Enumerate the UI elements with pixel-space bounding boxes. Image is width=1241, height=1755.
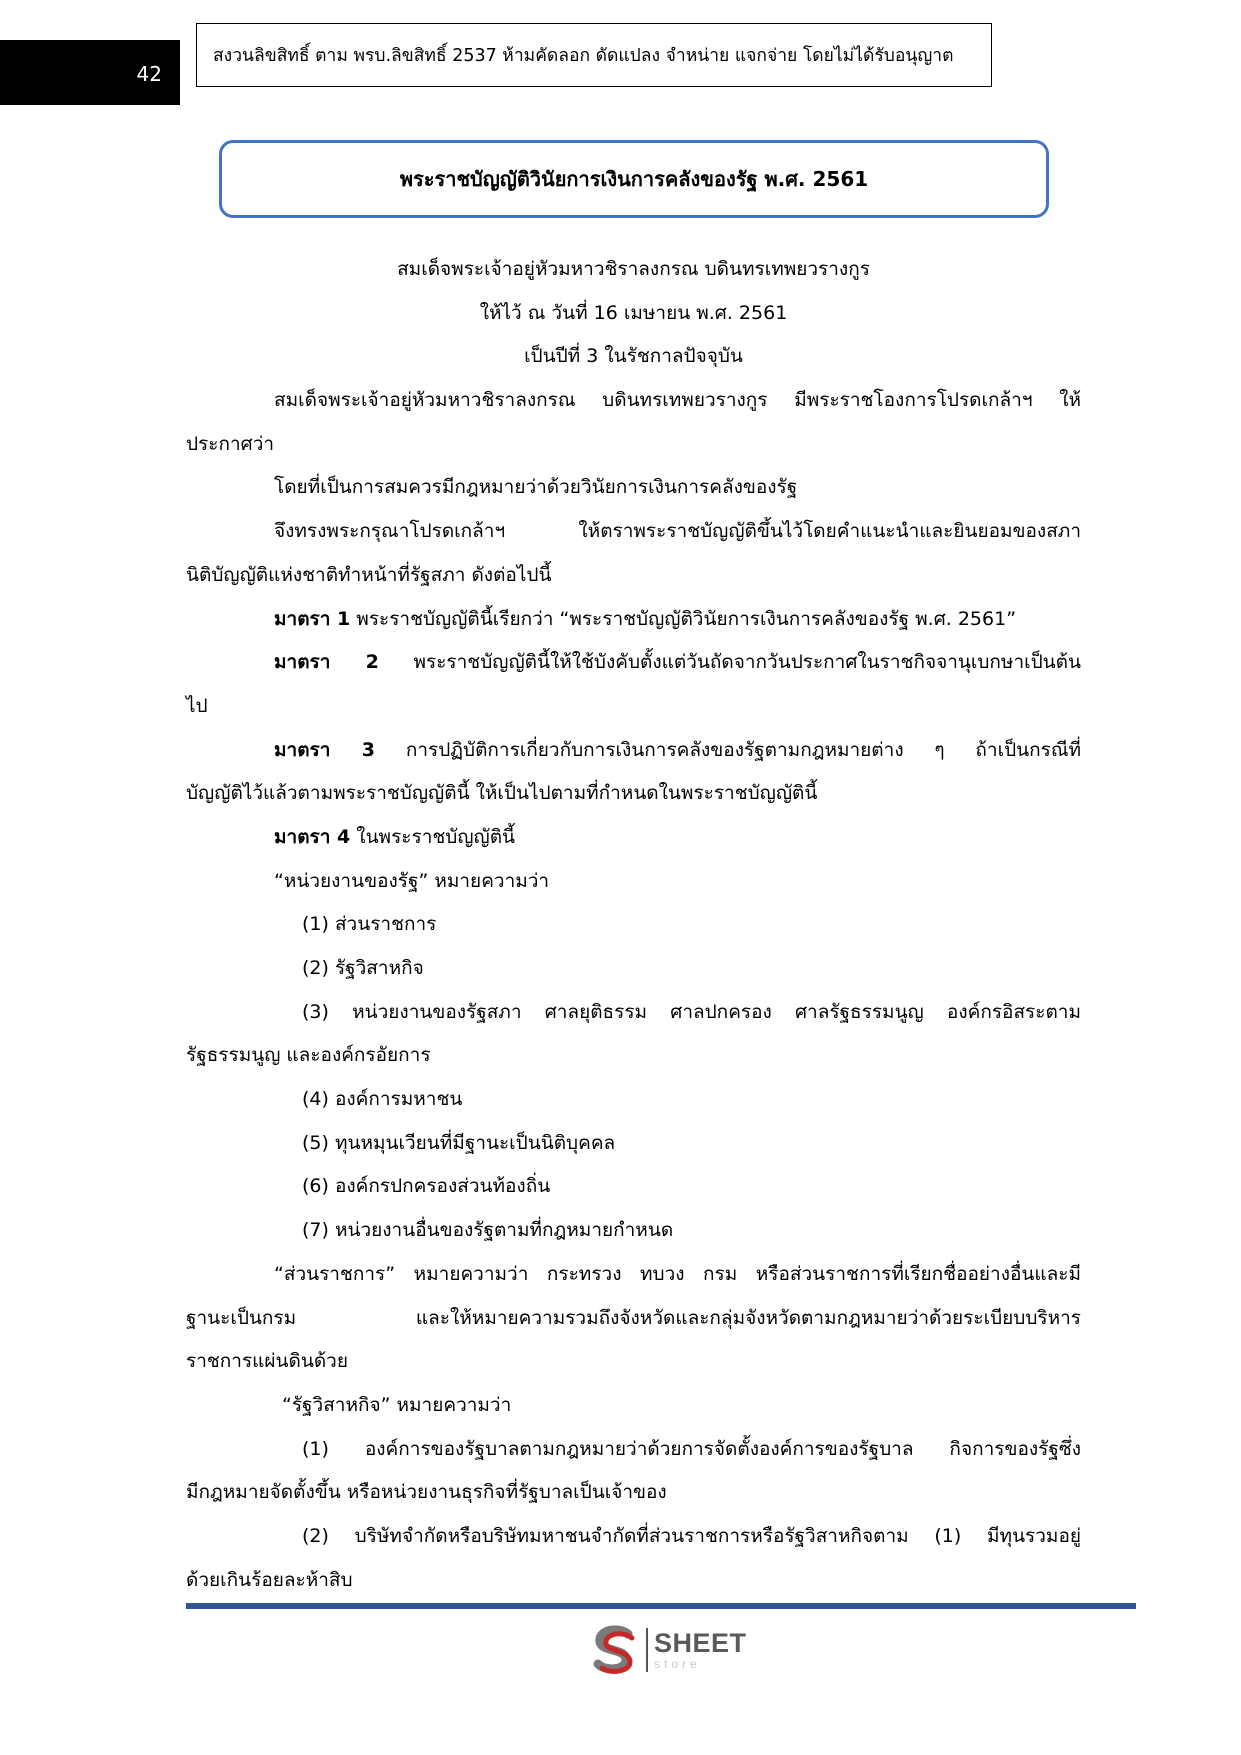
paragraph-proclamation-cont: ประกาศว่า xyxy=(186,432,275,455)
preamble-date: ให้ไว้ ณ วันที่ 16 เมษายน พ.ศ. 2561 xyxy=(479,301,788,324)
logo-text xyxy=(654,1630,747,1670)
sheet-store-logo-icon xyxy=(588,1624,640,1676)
definition-item: (7) หน่วยงานอื่นของรัฐตามที่กฎหมายกำหนด xyxy=(302,1219,674,1242)
paragraph-enactment-cont: นิติบัญญัติแห่งชาติทำหน้าที่รัฐสภา ดังต่อไปนี้ xyxy=(186,563,552,586)
paragraph-proclamation: สมเด็จพระเจ้าอยู่หัวมหาวชิราลงกรณ บดินทรเทพยวรางกูร มีพระราชโองการโปรดเกล้าฯ ให้ xyxy=(274,389,1081,412)
section-2-text: พระราชบัญญัตินี้ให้ใช้บังคับตั้งแต่วันถัดจากวันประกาศในราชกิจจานุเบกษาเป็นต้น xyxy=(378,651,1081,674)
section-1-label: มาตรา 1 xyxy=(274,607,351,630)
definition-item: (5) ทุนหมุนเวียนที่มีฐานะเป็นนิติบุคคล xyxy=(302,1131,616,1154)
definition-state-agency: “หน่วยงานของรัฐ” หมายความว่า xyxy=(274,869,550,892)
section-2-cont: ไป xyxy=(186,694,208,717)
logo-divider xyxy=(646,1628,648,1672)
section-3-text: การปฏิบัติการเกี่ยวกับการเงินการคลังของรัฐตามกฎหมายต่าง ๆ ถ้าเป็นกรณีที่ xyxy=(375,738,1081,761)
section-2 xyxy=(186,641,1081,685)
definition-item: (1) ส่วนราชการ xyxy=(302,913,437,936)
definition-item: (4) องค์การมหาชน xyxy=(302,1088,463,1111)
section-1 xyxy=(186,598,1081,642)
definition-item-cont: ด้วยเกินร้อยละห้าสิบ xyxy=(186,1568,353,1591)
document-title: พระราชบัญญัติวินัยการเงินการคลังของรัฐ พ.ศ. 2561 xyxy=(219,140,1049,218)
definition-government-agency: “ส่วนราชการ” หมายความว่า กระทรวง ทบวง กรม หรือส่วนราชการที่เรียกชื่ออย่างอื่นและมี xyxy=(274,1262,1081,1285)
definition-item: (3) หน่วยงานของรัฐสภา ศาลยุติธรรม ศาลปกครอง ศาลรัฐธรรมนูญ องค์กรอิสระตาม xyxy=(302,1000,1081,1023)
sheet-store-logo xyxy=(588,1622,758,1678)
copyright-notice: สงวนลิขสิทธิ์ ตาม พรบ.ลิขสิทธิ์ 2537 ห้ามคัดลอก ดัดแปลง จำหน่าย แจกจ่าย โดยไม่ได้รับอนุญาต xyxy=(196,23,992,87)
preamble-reign: เป็นปีที่ 3 ในรัชกาลปัจจุบัน xyxy=(524,345,743,368)
section-3-label: มาตรา 3 xyxy=(274,738,376,761)
document-body xyxy=(186,248,1081,1602)
section-4-text: ในพระราชบัญญัตินี้ xyxy=(350,825,516,848)
section-3-cont: บัญญัติไว้แล้วตามพระราชบัญญัตินี้ ให้เป็นไปตามที่กำหนดในพระราชบัญญัตินี้ xyxy=(186,782,818,805)
section-2-label: มาตรา 2 xyxy=(274,651,379,674)
section-3 xyxy=(186,729,1081,773)
definition-item: (2) รัฐวิสาหกิจ xyxy=(302,957,424,979)
definition-item: (2) บริษัทจำกัดหรือบริษัทมหาชนจำกัดที่ส่วนราชการหรือรัฐวิสาหกิจตาม (1) มีทุนรวมอยู่ xyxy=(302,1524,1081,1547)
definition-government-agency-cont: ฐานะเป็นกรม และให้หมายความรวมถึงจังหวัดและกลุ่มจังหวัดตามกฎหมายว่าด้วยระเบียบบริหาร xyxy=(186,1306,1081,1329)
page-number-box xyxy=(0,40,180,105)
definition-item-cont: รัฐธรรมนูญ และองค์กรอัยการ xyxy=(186,1044,431,1067)
paragraph-enactment: จึงทรงพระกรุณาโปรดเกล้าฯ ให้ตราพระราชบัญญัติขึ้นไว้โดยคำแนะนำและยินยอมของสภา xyxy=(274,520,1081,543)
definition-item-cont: มีกฎหมายจัดตั้งขึ้น หรือหน่วยงานธุรกิจที่รัฐบาลเป็นเจ้าของ xyxy=(186,1481,667,1504)
logo-subtitle: store xyxy=(654,1657,701,1671)
definition-government-agency-cont: ราชการแผ่นดินด้วย xyxy=(186,1350,348,1373)
page-number: 42 xyxy=(136,62,162,86)
section-4-label: มาตรา 4 xyxy=(274,825,351,848)
definition-item: (1) องค์การของรัฐบาลตามกฎหมายว่าด้วยการจัดตั้งองค์การของรัฐบาล กิจการของรัฐซึ่ง xyxy=(302,1437,1081,1460)
preamble-king: สมเด็จพระเจ้าอยู่หัวมหาวชิราลงกรณ บดินทรเทพยวรางกูร xyxy=(397,258,870,280)
definition-state-enterprise: “รัฐวิสาหกิจ” หมายความว่า xyxy=(282,1393,512,1416)
footer-rule xyxy=(186,1603,1136,1609)
section-1-text: พระราชบัญญัตินี้เรียกว่า “พระราชบัญญัติวินัยการเงินการคลังของรัฐ พ.ศ. 2561” xyxy=(350,607,1017,630)
logo-word: SHEET xyxy=(654,1628,747,1658)
definition-item: (6) องค์กรปกครองส่วนท้องถิ่น xyxy=(302,1175,551,1198)
paragraph-reason: โดยที่เป็นการสมควรมีกฎหมายว่าด้วยวินัยการเงินการคลังของรัฐ xyxy=(274,476,798,499)
section-4 xyxy=(186,816,1081,860)
